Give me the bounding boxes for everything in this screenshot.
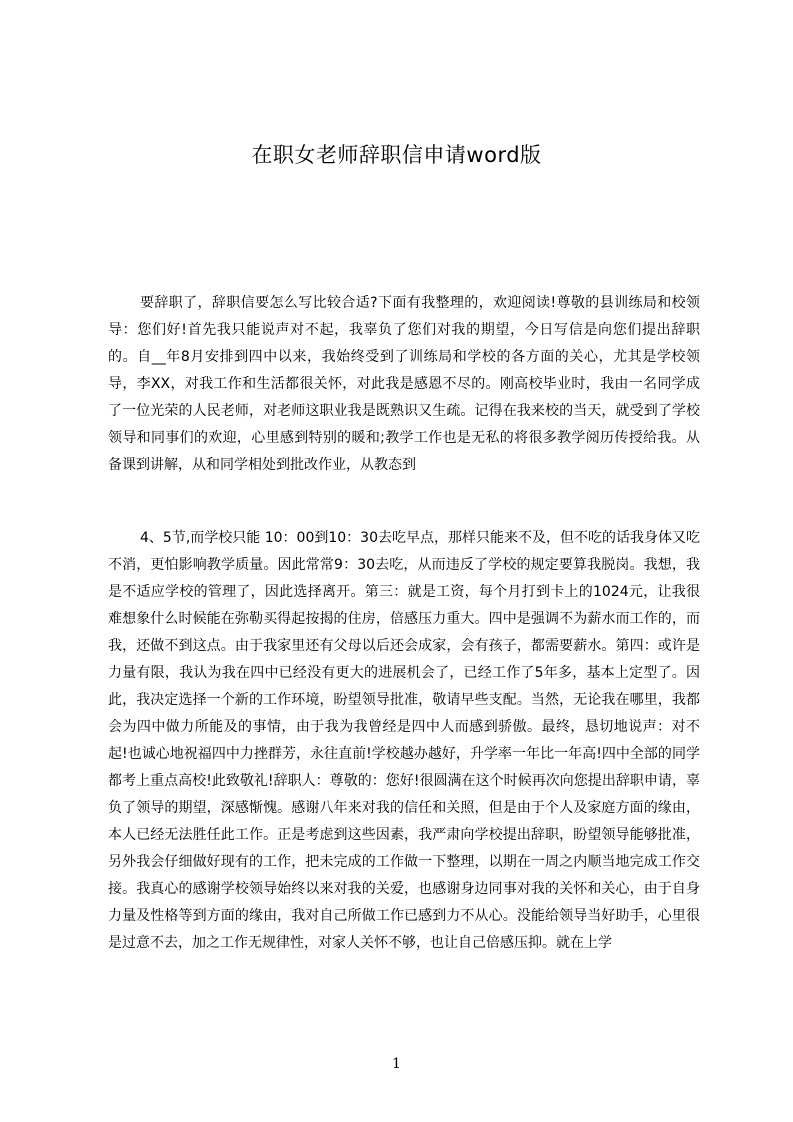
- page-number: 1: [392, 1056, 401, 1072]
- document-title: 在职女老师辞职信申请word版: [251, 143, 542, 167]
- paragraph: 4、5节,而学校只能 10：00到10：30去吃早点，那样只能来不及，但不吃的话我身体又吃不消，更怕影响教学质量。因此常常9：30去吃，从而违反了学校的规定要算我脱岗。我想，我是不适应学校的管理了，因此选择离开。第三：就是工资，每个月打到卡上的1024元，让我很难想象什么时候能在弥勒买得起按揭的住房，倍感压力重大。四中是强调不为薪水而工作的，而我，还做不到这点。由于我家里还有父母以后还会成家，会有孩子，都需要薪水。第四：或许是力量有限，我认为我在四中已经没有更大的进展机会了，已经工作了5年多，基本上定型了。因此，我决定选择一个新的工作环境，盼望领导批准，敬请早些支配。当然，无论我在哪里，我都会为四中做力所能及的事情，由于我为我曾经是四中人而感到骄傲。最终，恳切地说声：对不起!也诚心地祝福四中力挫群芳，永往直前!学校越办越好，升学率一年比一年高!四中全部的同学都考上重点高校!此致敬礼!辞职人：尊敬的：您好!很圆满在这个时候再次向您提出辞职申请，辜负了领导的期望，深感惭愧。感谢八年来对我的信任和关照，但是由于个人及家庭方面的缘由，本人已经无法胜任此工作。正是考虑到这些因素，我严肃向学校提出辞职，盼望领导能够批准，另外我会仔细做好现有的工作，把未完成的工作做一下整理，以期在一周之内顺当地完成工作交接。我真心的感谢学校领导始终以来对我的关爱，也感谢身边同事对我的关怀和关心，由于自身力量及性格等到方面的缘由，我对自己所做工作已感到力不从心。没能给领导当好助手，心里很是过意不去，加之工作无规律性，对家人关怀不够，也让自己倍感压抑。就在上学: [108, 530, 700, 951]
- body-section-1: [108, 290, 700, 479]
- paragraph: 要辞职了，辞职信要怎么写比较合适?下面有我整理的，欢迎阅读!尊敬的县训练局和校领导：您们好!首先我只能说声对不起，我辜负了您们对我的期望，今日写信是向您们提出辞职的。自__年8月安排到四中以来，我始终受到了训练局和学校的各方面的关心，尤其是学校领导，李XX，对我工作和生活都很关怀，对此我是感恩不尽的。刚高校毕业时，我由一名同学成了一位光荣的人民老师，对老师这职业我是既熟识又生疏。记得在我来校的当天，就受到了学校领导和同事们的欢迎，心里感到特别的暖和;教学工作也是无私的将很多教学阅历传授给我。从备课到讲解，从和同学相处到批改作业，从教态到: [108, 295, 700, 473]
- body-section-2: [108, 525, 700, 965]
